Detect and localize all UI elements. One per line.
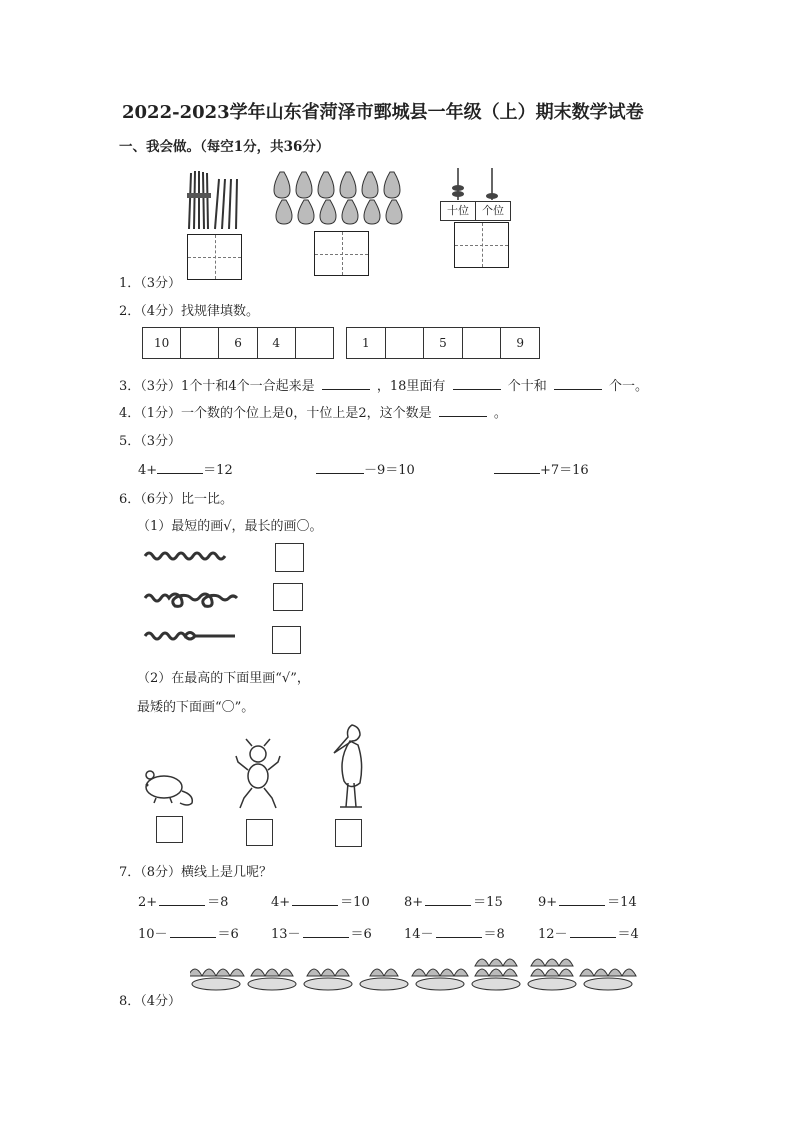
mouse-image — [136, 765, 206, 807]
bun-icon — [265, 969, 279, 976]
q5-eq-3 — [494, 459, 589, 478]
abacus-image — [440, 164, 510, 202]
seq2-cell: 1 — [347, 328, 386, 358]
bun-icon — [580, 969, 594, 976]
bun-icon — [503, 969, 517, 976]
answer-grid-3[interactable] — [454, 222, 509, 268]
q3-text: ，18里面有 — [376, 379, 446, 394]
q4-text: 。 — [493, 406, 507, 421]
animal-answer-box-3[interactable] — [335, 819, 362, 847]
bun-icon — [503, 959, 517, 966]
q3-text: 个十和 — [507, 379, 547, 394]
q7-text: 9+ — [538, 895, 558, 910]
seq1-cell: 4 — [258, 328, 296, 358]
bun-icon — [279, 969, 293, 976]
q6-sub2b: 最矮的下面画“〇”。 — [137, 700, 255, 715]
q7-equation — [404, 891, 503, 910]
pears-image — [270, 166, 410, 228]
q7-equation — [271, 891, 370, 910]
sequence-1 — [142, 327, 334, 359]
q3-text: 3．（3分）1个十和4个一合起来是 — [119, 379, 315, 394]
q7-blank[interactable] — [436, 924, 482, 938]
q7-text: 12－ — [538, 927, 568, 942]
q7-text: ＝14 — [607, 895, 637, 910]
plate-icon — [528, 959, 576, 990]
q7-text: 8+ — [404, 895, 424, 910]
q5-text: －9＝10 — [364, 463, 415, 478]
bun-icon — [475, 959, 489, 966]
answer-grid-1[interactable] — [187, 234, 242, 280]
q4-line — [119, 402, 507, 421]
q8-label: 8．（4分） — [119, 994, 182, 1009]
q3-line — [119, 375, 648, 394]
q4-blank[interactable] — [439, 403, 487, 417]
plate-icon — [190, 969, 244, 990]
q5-blank-3[interactable] — [494, 460, 540, 474]
q2-label: 2．（4分）找规律填数。 — [119, 304, 260, 319]
q7-equation — [138, 923, 239, 942]
plate-icon — [304, 969, 352, 990]
seq1-cell: 6 — [219, 328, 257, 358]
q7-equation — [404, 923, 505, 942]
q5-blank-2[interactable] — [316, 460, 364, 474]
bun-icon — [321, 969, 335, 976]
q3-blank-3[interactable] — [554, 376, 602, 390]
q5-eq-2 — [316, 459, 415, 478]
q7-text: 2+ — [138, 895, 158, 910]
q6-sub2a: （2）在最高的下面里画“√”， — [137, 671, 310, 686]
sticks-bundle-image — [185, 165, 245, 233]
plate-icon — [580, 969, 636, 990]
bun-icon — [370, 969, 384, 976]
plates-of-buns-image — [190, 950, 638, 994]
q7-text: ＝8 — [483, 927, 505, 942]
tens-label: 十位 — [441, 202, 476, 220]
bun-icon — [216, 969, 230, 976]
q7-blank[interactable] — [559, 892, 605, 906]
rope-answer-box-3[interactable] — [272, 626, 301, 654]
q7-text: 10－ — [138, 927, 168, 942]
q7-text: ＝6 — [350, 927, 372, 942]
q7-text: 4+ — [271, 895, 291, 910]
rope-answer-box-1[interactable] — [275, 543, 304, 572]
bun-icon — [202, 969, 216, 976]
q7-text: ＝8 — [207, 895, 229, 910]
bun-icon — [440, 969, 454, 976]
bird-image — [322, 721, 372, 813]
bun-icon — [426, 969, 440, 976]
q3-blank-2[interactable] — [453, 376, 501, 390]
bun-icon — [594, 969, 608, 976]
q7-equation — [538, 891, 637, 910]
q7-equation — [538, 923, 639, 942]
q7-text: ＝6 — [217, 927, 239, 942]
rope-coiled-image — [143, 586, 243, 614]
bun-icon — [545, 969, 559, 976]
q7-blank[interactable] — [570, 924, 616, 938]
q7-blank[interactable] — [292, 892, 338, 906]
q7-text: ＝10 — [340, 895, 370, 910]
plate-icon — [360, 969, 408, 990]
q7-blank[interactable] — [159, 892, 205, 906]
bun-icon — [489, 959, 503, 966]
seq1-blank-cell[interactable] — [181, 328, 219, 358]
bun-icon — [251, 969, 265, 976]
rope-long-image — [143, 629, 243, 643]
bun-icon — [307, 969, 321, 976]
q7-text: 13－ — [271, 927, 301, 942]
rope-short-image — [143, 549, 243, 563]
bun-icon — [531, 969, 545, 976]
q6-sub1: （1）最短的画√，最长的画〇。 — [137, 519, 323, 534]
seq2-cell: 5 — [424, 328, 463, 358]
q7-blank[interactable] — [425, 892, 471, 906]
animal-answer-box-2[interactable] — [246, 819, 273, 846]
bun-icon — [412, 969, 426, 976]
bun-icon — [335, 969, 349, 976]
answer-grid-2[interactable] — [314, 231, 369, 276]
seq2-cell: 9 — [516, 336, 524, 350]
seq1-blank-cell[interactable] — [296, 328, 333, 358]
q4-text: 4．（1分）一个数的个位上是0，十位上是2，这个数是 — [119, 406, 432, 421]
q5-label: 5．（3分） — [119, 434, 182, 449]
bun-icon — [454, 969, 468, 976]
bun-icon — [622, 969, 636, 976]
q5-eq-1 — [138, 459, 233, 478]
page-title: 2022-2023学年山东省菏泽市鄄城县一年级（上）期末数学试卷 — [122, 102, 644, 123]
bun-icon — [190, 969, 202, 976]
bun-icon — [559, 959, 573, 966]
q5-text: 4+ — [138, 463, 158, 478]
q7-text: 14－ — [404, 927, 434, 942]
place-value-header — [440, 201, 511, 221]
rope-answer-box-2[interactable] — [273, 583, 303, 611]
bun-icon — [559, 969, 573, 976]
ant-image — [232, 738, 284, 810]
bun-icon — [531, 959, 545, 966]
bun-icon — [384, 969, 398, 976]
q5-text: ＝12 — [203, 463, 233, 478]
q7-label: 7．（8分）横线上是几呢？ — [119, 865, 273, 880]
ones-label: 个位 — [482, 204, 504, 217]
plate-icon — [248, 969, 296, 990]
q1-label: 1．（3分） — [119, 276, 182, 291]
q5-blank-1[interactable] — [157, 460, 203, 474]
seq1-cell: 10 — [143, 328, 181, 358]
q7-blank[interactable] — [303, 924, 349, 938]
seq2-blank-cell[interactable] — [386, 328, 425, 358]
plate-icon — [412, 969, 468, 990]
bun-icon — [545, 959, 559, 966]
sequence-2 — [346, 327, 540, 359]
animal-answer-box-1[interactable] — [156, 816, 183, 843]
section-heading: 一、我会做。（每空1分，共36分） — [119, 139, 330, 155]
bun-icon — [489, 969, 503, 976]
bun-icon — [608, 969, 622, 976]
q3-text: 个一。 — [609, 379, 649, 394]
bun-icon — [475, 969, 489, 976]
q7-equation — [138, 891, 228, 910]
q7-text: ＝4 — [617, 927, 639, 942]
plate-icon — [472, 959, 520, 990]
seq2-blank-cell[interactable] — [463, 328, 502, 358]
q7-equation — [271, 923, 372, 942]
q7-text: ＝15 — [473, 895, 503, 910]
q3-blank-1[interactable] — [322, 376, 370, 390]
q5-text: +7＝16 — [540, 463, 589, 478]
q7-blank[interactable] — [170, 924, 216, 938]
bun-icon — [230, 969, 244, 976]
q6-label: 6．（6分）比一比。 — [119, 492, 234, 507]
